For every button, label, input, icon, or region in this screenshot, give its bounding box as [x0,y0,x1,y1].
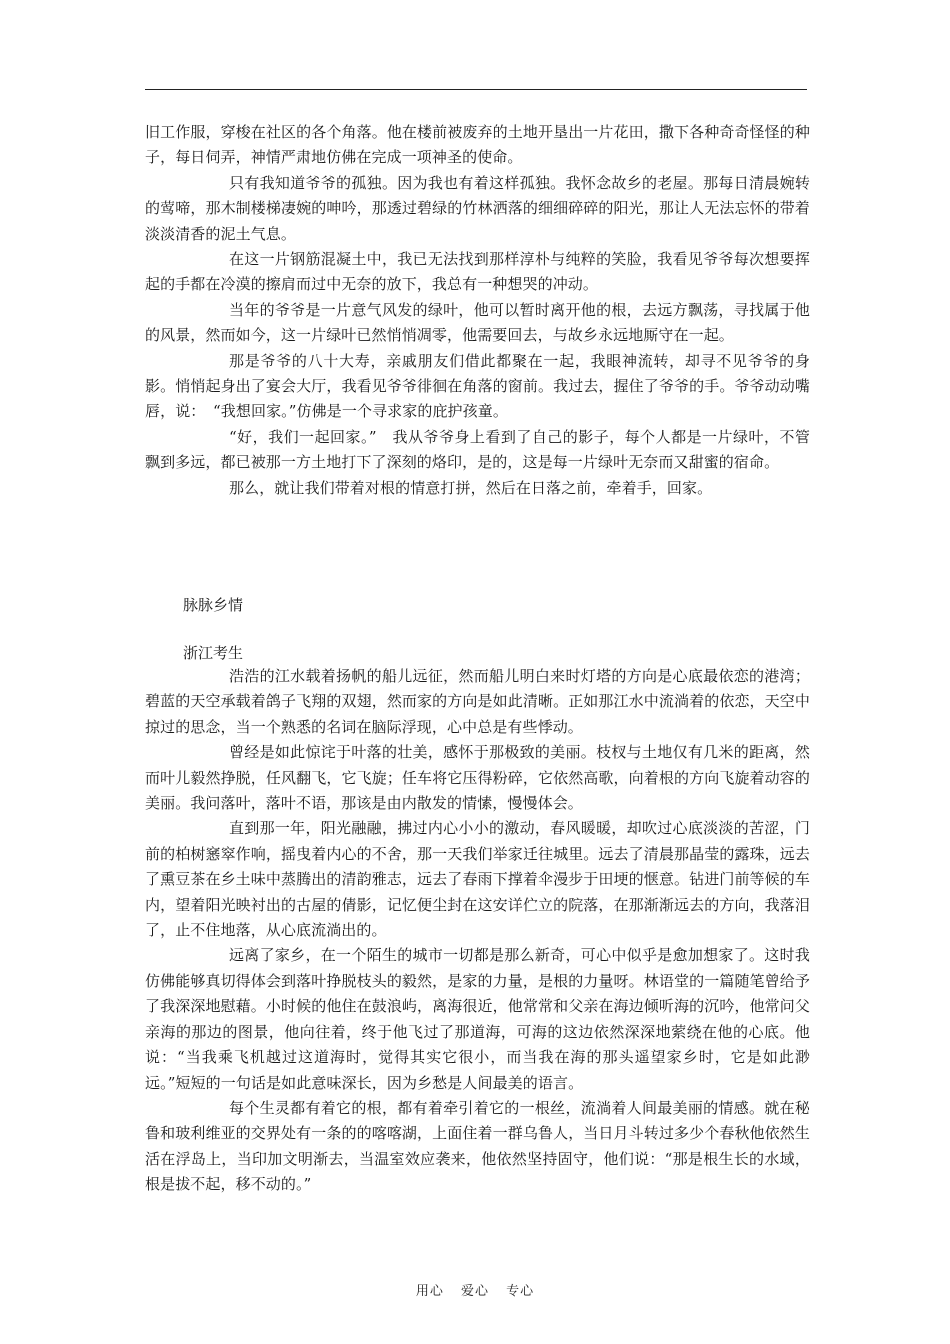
paragraph: 只有我知道爷爷的孤独。因为我也有着这样孤独。我怀念故乡的老屋。那每日清晨婉转的莺啼，那木制楼梯凄婉的呻吟，那透过碧绿的竹林洒落的细细碎碎的阳光，那让人无法忘怀的带着淡淡清香的泥土气息。 [145,173,810,243]
paragraph: 直到那一年，阳光融融，拂过内心小小的激动，春风暖暖，却吹过心底淡淡的苦涩，门前的柏树窸窣作响，摇曳着内心的不舍，那一天我们举家迁往城里。远去了清晨那晶莹的露珠，远去了熏豆茶在乡土味中蒸腾出的清韵雅志，远去了春雨下撑着伞漫步于田埂的惬意。钻进门前等候的车内，望着阳光映衬出的古屋的倩影，记忆便尘封在这安详伫立的院落，在那渐渐远去的方向，我落泪了，止不住地落，从心底流淌出的。 [145,819,810,940]
essay-author: 浙江考生 [183,644,244,662]
paragraph: 在这一片钢筋混凝土中，我已无法找到那样淳朴与纯粹的笑脸，我看见爷爷每次想要挥起的手都在冷漠的擦肩而过中无奈的放下，我总有一种想哭的冲动。 [145,250,810,294]
page-footer [0,1280,950,1299]
footer-item: 用心 [415,1284,444,1299]
paragraph: 那么，就让我们带着对根的情意打拼，然后在日落之前，牵着手，回家。 [229,478,713,497]
header-rule [145,89,807,90]
paragraph: 当年的爷爷是一片意气风发的绿叶，他可以暂时离开他的根，去远方飘荡，寻找属于他的风景，然而如今，这一片绿叶已然悄悄凋零，他需要回去，与故乡永远地厮守在一起。 [145,300,810,345]
footer-item: 专心 [506,1284,535,1299]
footer-item: 爱心 [460,1284,489,1299]
paragraph: 浩浩的江水载着扬帆的船儿远征，然而船儿明白来时灯塔的方向是心底最依恋的港湾；碧蓝的天空承载着鸽子飞翔的双翅，然而家的方向是如此清晰。正如那江水中流淌着的依恋，天空中掠过的思念，当一个熟悉的名词在脑际浮现，心中总是有些悸动。 [145,667,810,736]
essay-author-block [145,641,810,666]
essay-body [145,664,810,1198]
paragraph: “好，我们一起回家。” 我从爷爷身上看到了自己的影子，每个人都是一片绿叶，不管飘到多远，都已被那一方土地打下了深刻的烙印，是的，这是每一片绿叶无奈而又甜蜜的宿命。 [145,427,810,472]
essay-title-block [145,593,810,618]
paragraph: 每个生灵都有着它的根，都有着牵引着它的一根丝，流淌着人间最美丽的情感。就在秘鲁和玻利维亚的交界处有一条的的喀喀湖，上面住着一群乌鲁人，当日月斗转过多少个春秋他依然生活在浮岛上，当印加文明渐去，当温室效应袭来，他依然坚持固守，他们说：“那是根生长的水域，根是拔不起，移不动的。” [145,1098,810,1194]
paragraph: 旧工作服，穿梭在社区的各个角落。他在楼前被废弃的土地开垦出一片花田，撒下各种奇奇怪怪的种子，每日伺弄，神情严肃地仿佛在完成一项神圣的使命。 [145,123,810,167]
continued-essay [145,120,810,501]
paragraph: 那是爷爷的八十大寿，亲戚朋友们借此都聚在一起，我眼神流转，却寻不见爷爷的身影。悄悄起身出了宴会大厅，我看见爷爷徘徊在角落的窗前。我过去，握住了爷爷的手。爷爷动动嘴唇，说： “我想回家。”仿佛是一个寻求家的庇护孩童。 [145,351,810,421]
paragraph: 曾经是如此惊诧于叶落的壮美，感怀于那极致的美丽。枝杈与土地仅有几米的距离，然而叶儿毅然挣脱，任风翻飞，它飞旋；任车将它压得粉碎，它依然高歌，向着根的方向飞旋着动容的美丽。我问落叶，落叶不语，那该是由内散发的情愫，慢慢体会。 [145,743,810,813]
paragraph: 远离了家乡，在一个陌生的城市一切都是那么新奇，可心中似乎是愈加想家了。这时我仿佛能够真切得体会到落叶挣脱枝头的毅然，是家的力量，是根的力量呀。林语堂的一篇随笔曾给予了我深深地慰藉。小时候的他住在鼓浪屿，离海很近，他常常和父亲在海边倾听海的沉吟，他常问父亲海的那边的图景，他向往着，终于他飞过了那道海，可海的这边依然深深地萦绕在他的心底。他说：“当我乘飞机越过这道海时，觉得其实它很小，而当我在海的那头遥望家乡时，它是如此渺远。”短短的一句话是如此意味深长，因为乡愁是人间最美的语言。 [145,946,810,1092]
essay-title: 脉脉乡情 [183,596,244,614]
